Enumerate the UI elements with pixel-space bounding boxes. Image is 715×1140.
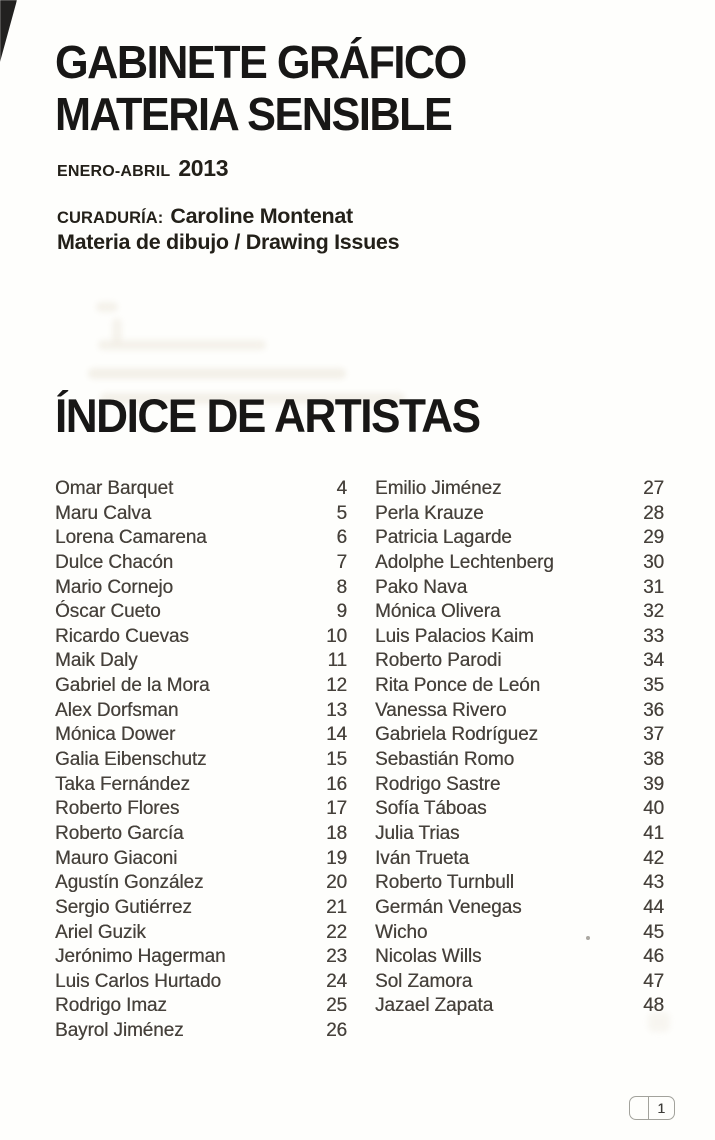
artist-name: Sergio Gutiérrez <box>55 896 192 918</box>
artist-name: Wicho <box>375 921 428 943</box>
artist-name: Gabriela Rodríguez <box>375 724 538 746</box>
index-row <box>375 749 664 774</box>
artist-name: Jazael Zapata <box>375 995 494 1017</box>
artist-page-number: 20 <box>326 872 347 894</box>
artist-page-number: 33 <box>643 625 664 647</box>
artist-page-number: 32 <box>643 601 664 623</box>
artist-name: Germán Venegas <box>375 896 522 918</box>
artist-page-number: 23 <box>326 946 347 968</box>
index-row <box>375 675 664 700</box>
index-row <box>55 724 347 749</box>
index-row <box>375 823 664 848</box>
artist-name: Ricardo Cuevas <box>55 625 189 647</box>
artist-name: Vanessa Rivero <box>375 699 507 721</box>
artist-page-number: 10 <box>326 625 347 647</box>
artist-page-number: 14 <box>326 724 347 746</box>
artist-name: Luis Carlos Hurtado <box>55 970 222 992</box>
artist-name: Rita Ponce de León <box>375 675 541 697</box>
artist-page-number: 41 <box>643 822 664 844</box>
index-row <box>375 527 664 552</box>
artist-page-number: 47 <box>643 970 664 992</box>
index-row <box>55 503 347 528</box>
artist-name: Nicolas Wills <box>375 946 482 968</box>
artist-page-number: 44 <box>643 896 664 918</box>
artist-name: Mónica Dower <box>55 724 176 746</box>
artist-name: Óscar Cueto <box>55 601 161 623</box>
artist-name: Agustín González <box>55 872 204 894</box>
artist-page-number: 16 <box>326 773 347 795</box>
index-row <box>55 848 347 873</box>
artist-index <box>55 478 664 1045</box>
artist-page-number: 37 <box>643 724 664 746</box>
index-row <box>55 527 347 552</box>
page-number: 1 <box>657 1100 666 1116</box>
exhibition-dates <box>57 155 228 182</box>
artist-name: Alex Dorfsman <box>55 699 179 721</box>
exhibition-title-line1: GABINETE GRÁFICO <box>55 36 466 88</box>
artist-page-number: 38 <box>643 749 664 771</box>
exhibition-subtitle: Materia de dibujo / Drawing Issues <box>57 230 400 254</box>
exhibition-title <box>55 36 466 140</box>
artist-name: Roberto Parodi <box>375 650 502 672</box>
artist-name: Sebastián Romo <box>375 749 515 771</box>
artist-page-number: 18 <box>326 822 347 844</box>
artist-name: Roberto García <box>55 822 184 844</box>
artist-page-number: 5 <box>336 502 347 524</box>
artist-name: Luis Palacios Kaim <box>375 625 534 647</box>
scan-smudge <box>98 340 266 350</box>
artist-page-number: 26 <box>326 1020 347 1042</box>
artist-page-number: 25 <box>326 995 347 1017</box>
index-column-right <box>375 478 664 1045</box>
artist-page-number: 34 <box>643 650 664 672</box>
curator-name: Caroline Montenat <box>170 204 353 228</box>
index-row <box>375 774 664 799</box>
artist-name: Maik Daly <box>55 650 138 672</box>
artist-page-number: 21 <box>326 896 347 918</box>
artist-page-number: 40 <box>643 798 664 820</box>
index-row <box>55 626 347 651</box>
index-row <box>375 478 664 503</box>
index-row <box>375 601 664 626</box>
artist-page-number: 11 <box>327 650 347 672</box>
index-row <box>375 577 664 602</box>
artist-page-number: 13 <box>326 699 347 721</box>
artist-name: Sol Zamora <box>375 970 473 992</box>
artist-name: Perla Krauze <box>375 502 484 524</box>
index-row <box>375 503 664 528</box>
artist-page-number: 27 <box>643 478 664 499</box>
artist-name: Ariel Guzik <box>55 921 146 943</box>
artist-page-number: 8 <box>336 576 347 598</box>
artist-page-number: 7 <box>336 551 347 573</box>
artist-name: Adolphe Lechtenberg <box>375 551 554 573</box>
index-column-left <box>55 478 347 1045</box>
artist-name: Gabriel de la Mora <box>55 675 210 697</box>
index-row <box>55 798 347 823</box>
artist-name: Iván Trueta <box>375 847 469 869</box>
index-row <box>375 848 664 873</box>
artist-page-number: 19 <box>326 847 347 869</box>
artist-name: Taka Fernández <box>55 773 190 795</box>
artist-name: Emilio Jiménez <box>375 478 502 499</box>
index-row <box>375 626 664 651</box>
artist-page-number: 30 <box>643 551 664 573</box>
index-row <box>55 872 347 897</box>
artist-name: Mario Cornejo <box>55 576 174 598</box>
date-year: 2013 <box>178 155 229 181</box>
artist-page-number: 35 <box>643 675 664 697</box>
curator-line <box>57 204 399 230</box>
artist-page-number: 48 <box>643 995 664 1017</box>
artist-page-number: 12 <box>326 675 347 697</box>
index-row <box>55 749 347 774</box>
artist-page-number: 28 <box>643 502 664 524</box>
date-range-label: ENERO-ABRIL <box>57 163 171 180</box>
index-row <box>55 971 347 996</box>
artist-name: Roberto Turnbull <box>375 872 514 894</box>
artist-page-number: 42 <box>643 847 664 869</box>
index-row <box>375 971 664 996</box>
index-heading: ÍNDICE DE ARTISTAS <box>55 389 480 442</box>
artist-page-number: 4 <box>336 478 347 499</box>
artist-page-number: 45 <box>643 921 664 943</box>
index-row <box>55 700 347 725</box>
artist-name: Mauro Giaconi <box>55 847 178 869</box>
page-number-box <box>629 1096 675 1120</box>
artist-page-number: 15 <box>326 749 347 771</box>
index-row <box>375 922 664 947</box>
index-row <box>375 946 664 971</box>
index-row <box>375 995 664 1020</box>
index-row <box>55 946 347 971</box>
artist-name: Julia Trias <box>375 822 460 844</box>
exhibition-title-line2: MATERIA SENSIBLE <box>55 88 452 140</box>
scan-smudge <box>88 368 346 379</box>
index-row <box>55 601 347 626</box>
artist-name: Rodrigo Imaz <box>55 995 167 1017</box>
artist-page-number: 43 <box>643 872 664 894</box>
scan-corner-artifact <box>0 0 17 62</box>
index-row <box>375 798 664 823</box>
curator-block <box>57 204 399 254</box>
artist-name: Rodrigo Sastre <box>375 773 501 795</box>
artist-page-number: 46 <box>643 946 664 968</box>
index-row <box>55 774 347 799</box>
artist-name: Mónica Olivera <box>375 601 501 623</box>
artist-page-number: 9 <box>336 601 347 623</box>
index-row <box>375 872 664 897</box>
artist-page-number: 6 <box>336 527 347 549</box>
scan-smudge <box>96 302 118 312</box>
index-row <box>55 995 347 1020</box>
artist-name: Lorena Camarena <box>55 527 207 549</box>
index-row <box>55 478 347 503</box>
artist-page-number: 29 <box>643 527 664 549</box>
index-row <box>55 675 347 700</box>
artist-name: Patricia Lagarde <box>375 527 512 549</box>
artist-name: Dulce Chacón <box>55 551 174 573</box>
artist-name: Jerónimo Hagerman <box>55 946 226 968</box>
artist-name: Omar Barquet <box>55 478 174 499</box>
artist-page-number: 39 <box>643 773 664 795</box>
index-row <box>375 700 664 725</box>
artist-page-number: 24 <box>326 970 347 992</box>
artist-name: Maru Calva <box>55 502 152 524</box>
artist-page-number: 17 <box>326 798 347 820</box>
curator-label: CURADURÍA: <box>57 209 164 227</box>
page-number-box-blank-cell <box>630 1097 649 1119</box>
artist-page-number: 31 <box>643 576 664 598</box>
artist-name: Galia Eibenschutz <box>55 749 207 771</box>
index-row <box>55 650 347 675</box>
index-row <box>375 897 664 922</box>
artist-name: Bayrol Jiménez <box>55 1020 184 1042</box>
index-row <box>55 823 347 848</box>
index-row <box>375 650 664 675</box>
artist-page-number: 36 <box>643 699 664 721</box>
index-row <box>55 897 347 922</box>
index-row <box>375 724 664 749</box>
index-row <box>55 577 347 602</box>
artist-name: Roberto Flores <box>55 798 180 820</box>
artist-name: Sofía Táboas <box>375 798 487 820</box>
artist-name: Pako Nava <box>375 576 468 598</box>
index-row <box>55 552 347 577</box>
index-row <box>55 922 347 947</box>
index-row <box>55 1020 347 1045</box>
index-row <box>375 552 664 577</box>
artist-page-number: 22 <box>326 921 347 943</box>
